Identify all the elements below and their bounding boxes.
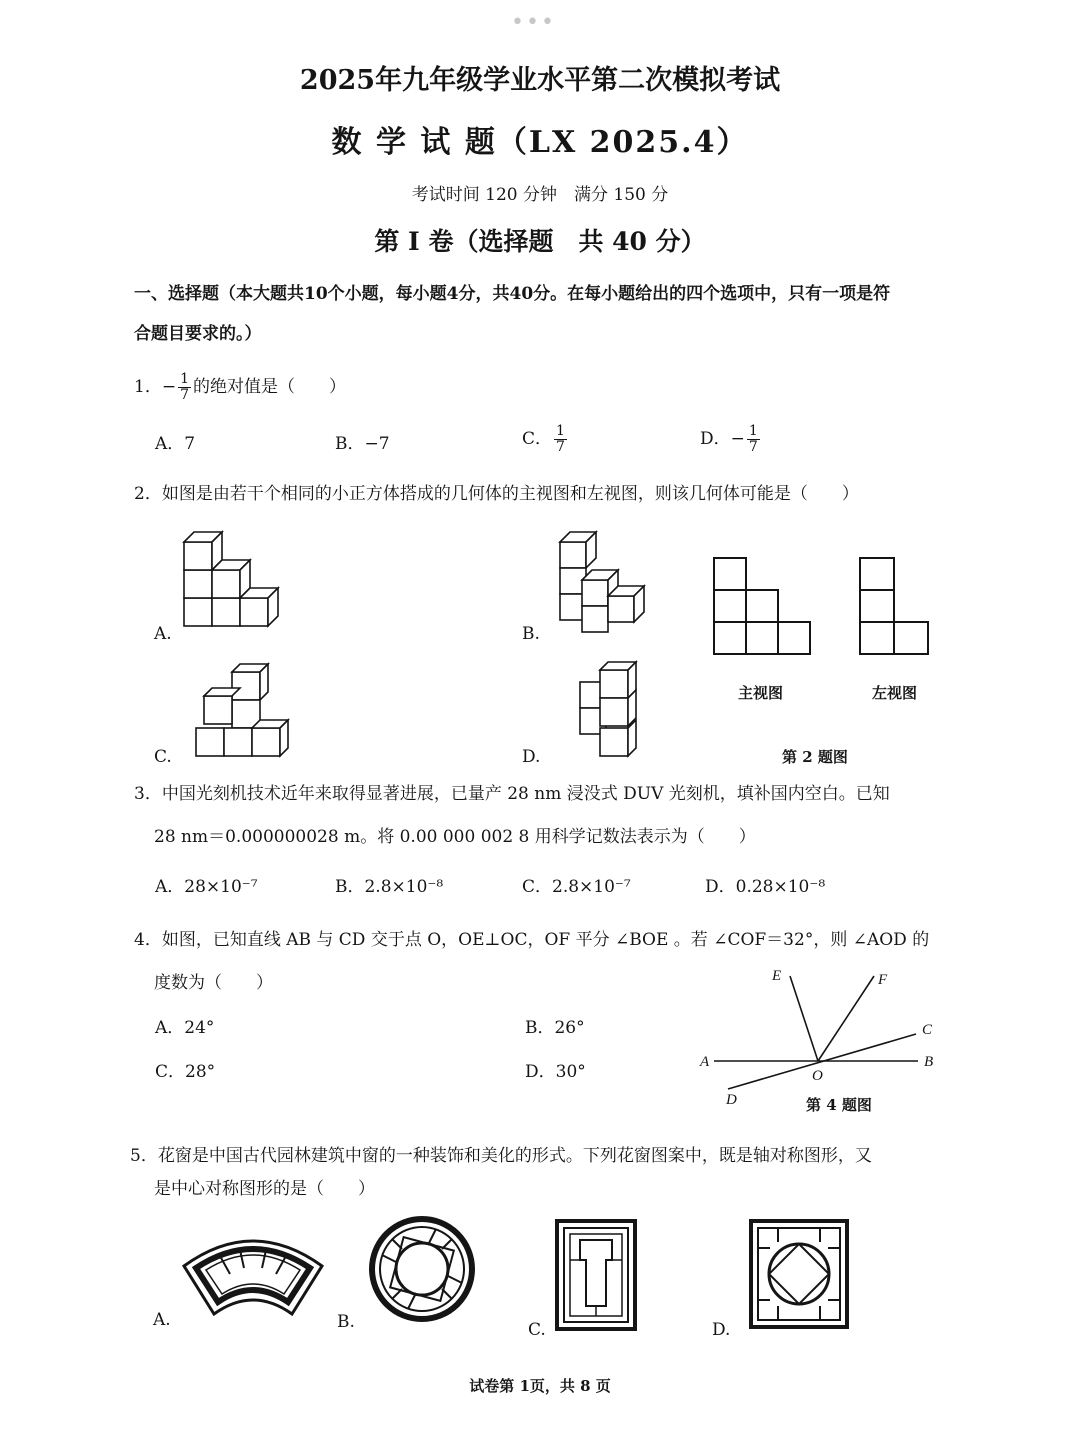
q3-option-d[interactable]: D．0.28×10⁻⁸: [705, 877, 826, 897]
q1-c-num: 1: [556, 423, 565, 439]
page-footer: 试卷第 1页，共 8 页: [469, 1377, 611, 1395]
q2-front-view-caption: 主视图: [738, 684, 784, 702]
q1-c-den: 7: [556, 439, 565, 455]
q2-option-c-figure[interactable]: [192, 660, 302, 760]
q1-d-num: 1: [748, 423, 758, 439]
q5-option-d-square-window[interactable]: [748, 1218, 850, 1330]
q4-figure-caption: 第 4 题图: [806, 1096, 872, 1114]
q4-option-b[interactable]: B．26°: [525, 1018, 585, 1038]
q4-option-a[interactable]: A．24°: [155, 1018, 215, 1038]
q2-option-d-label[interactable]: D.: [522, 747, 541, 767]
q1-option-a[interactable]: A．7: [155, 434, 196, 454]
q3-option-b[interactable]: B．2.8×10⁻⁸: [335, 877, 444, 897]
q1-minus: −: [161, 377, 177, 397]
question-3-stem-line1: 3．中国光刻机技术近年来取得显著进展，已量产 28 nm 浸没式 DUV 光刻机，填补国内空白。已知: [134, 784, 890, 804]
exam-title: 2025年九年级学业水平第二次模拟考试: [299, 65, 781, 96]
q5-option-a-label[interactable]: A.: [153, 1310, 171, 1330]
question-2-stem: 2．如图是由若干个相同的小正方体搭成的几何体的主视图和左视图，则该几何体可能是（ ）: [134, 484, 859, 504]
q1-option-d[interactable]: [700, 424, 762, 455]
q1-stem-tail: 的绝对值是（ ）: [193, 377, 346, 397]
q1-d-den: 7: [748, 439, 758, 455]
q2-left-view-figure: [858, 556, 934, 658]
window-dots-indicator[interactable]: •••: [511, 10, 556, 35]
point-f-label: F: [878, 972, 888, 988]
point-a-label: A: [700, 1054, 710, 1070]
q1-option-d-label: D．−: [700, 429, 745, 449]
q2-option-c-label[interactable]: C.: [154, 747, 172, 767]
q5-option-c-label[interactable]: C.: [528, 1320, 546, 1340]
q1-number: 1．: [134, 377, 162, 397]
q3-option-c[interactable]: C．2.8×10⁻⁷: [522, 877, 631, 897]
point-c-label: C: [922, 1022, 933, 1038]
exam-info: 考试时间 120 分钟 满分 150 分: [411, 185, 669, 205]
question-3-stem-line2: 28 nm＝0.000000028 m。将 0.00 000 002 8 用科学记数法表示为（ ）: [154, 827, 756, 847]
question-5-stem-line1: 5．花窗是中国古代园林建筑中窗的一种装饰和美化的形式。下列花窗图案中，既是轴对称图形，又: [130, 1146, 872, 1166]
q5-option-c-rect-window[interactable]: [554, 1218, 638, 1332]
q1-frac-num: 1: [180, 371, 189, 387]
q2-option-a-figure[interactable]: [180, 528, 290, 628]
q5-option-b-label[interactable]: B.: [337, 1312, 355, 1332]
q4-option-d[interactable]: D．30°: [525, 1062, 586, 1082]
q5-option-b-round-window[interactable]: [368, 1215, 476, 1323]
point-o-label: O: [812, 1068, 823, 1084]
q4-angle-figure: [696, 962, 946, 1112]
question-4-stem-line2: 度数为（ ）: [154, 973, 273, 993]
q5-option-a-fan-window[interactable]: [180, 1222, 326, 1322]
q1-option-c-label: C．: [522, 429, 553, 449]
point-b-label: B: [924, 1054, 934, 1070]
q2-option-b-figure[interactable]: [554, 528, 664, 638]
question-1-stem: [134, 372, 346, 403]
q2-left-view-caption: 左视图: [872, 684, 918, 702]
q3-option-a[interactable]: A．28×10⁻⁷: [155, 877, 258, 897]
q1-frac-den: 7: [180, 387, 189, 403]
q2-option-d-figure[interactable]: [572, 660, 652, 760]
q4-option-c[interactable]: C．28°: [155, 1062, 216, 1082]
q2-option-a-label[interactable]: A.: [154, 624, 172, 644]
question-4-stem-line1: 4．如图，已知直线 AB 与 CD 交于点 O，OE⊥OC，OF 平分 ∠BOE 。若 ∠COF＝32°，则 ∠AOD 的: [134, 930, 930, 950]
q1-option-d-fraction: [747, 424, 760, 455]
question-5-stem-line2: 是中心对称图形的是（ ）: [154, 1179, 375, 1199]
q5-option-d-label[interactable]: D.: [712, 1320, 731, 1340]
section-intro-line2: 合题目要求的。）: [134, 324, 262, 344]
q2-figure-caption: 第 2 题图: [782, 748, 848, 766]
point-e-label: E: [772, 968, 782, 984]
section-intro-line1: 一、选择题（本大题共10个小题，每小题4分，共40分。在每小题给出的四个选项中，只有一项是符: [134, 284, 891, 304]
part-title: 第 I 卷（选择题 共 40 分）: [374, 227, 706, 256]
q1-option-c[interactable]: [522, 424, 569, 455]
point-d-label: D: [726, 1092, 737, 1108]
q1-option-c-fraction: [554, 424, 567, 455]
q1-option-b[interactable]: B．−7: [335, 434, 390, 454]
ray-oe: [790, 976, 818, 1061]
q1-fraction: [178, 372, 191, 403]
subject-title: 数 学 试 题（LX 2025.4）: [331, 125, 749, 160]
q2-front-view-figure: [712, 556, 816, 658]
q2-option-b-label[interactable]: B.: [522, 624, 540, 644]
